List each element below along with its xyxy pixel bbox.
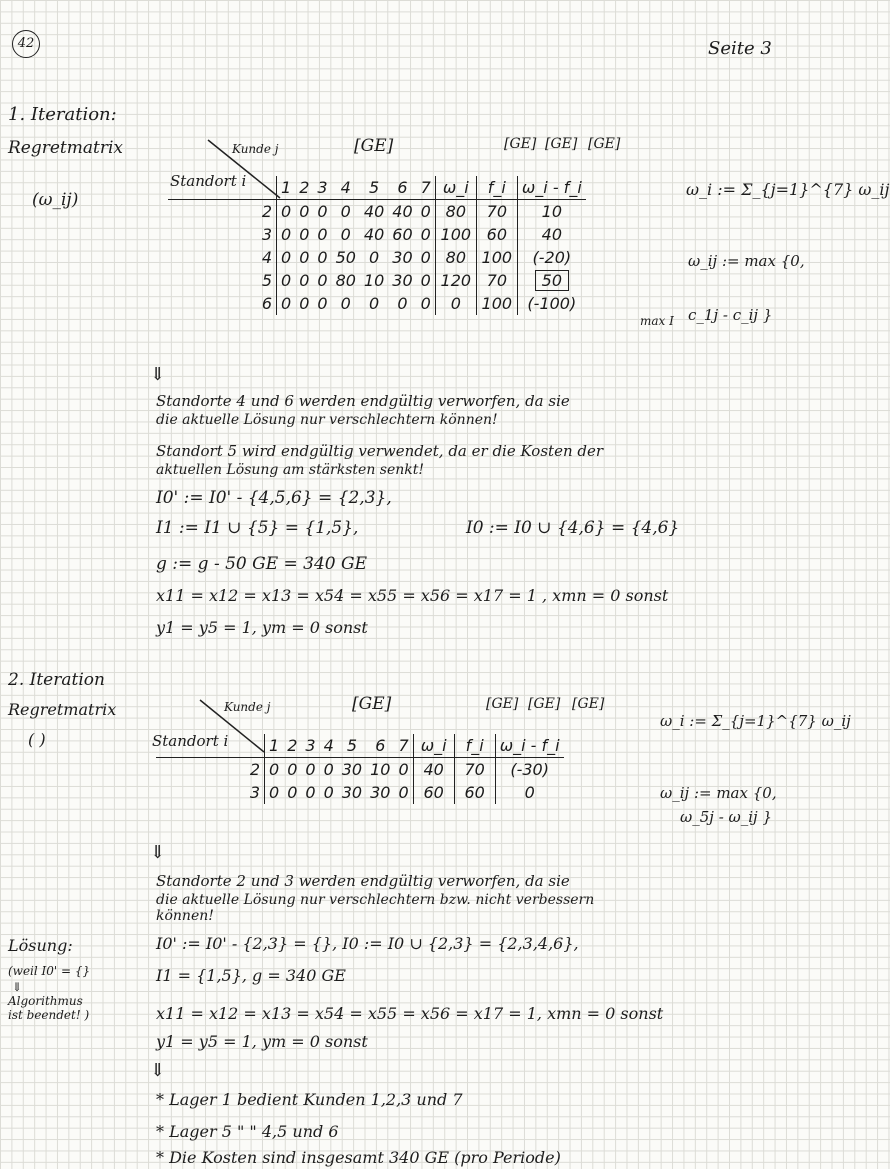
iter2-formula-omega-i: ω_i := Σ_{j=1}^{7} ω_ij bbox=[660, 712, 851, 730]
iter2-text1b: die aktuelle Lösung nur verschlechtern bzw. nicht verbessern bbox=[156, 892, 595, 908]
iter2-standort-label: Standort i bbox=[152, 732, 229, 750]
iter1-text2a: Standort 5 wird endgültig verwendet, da er die Kosten der bbox=[156, 442, 604, 460]
cell: 0 bbox=[317, 248, 328, 267]
cell: 30 bbox=[370, 783, 391, 802]
iter1-text1a: Standorte 4 und 6 werden endgültig verworfen, da sie bbox=[156, 392, 570, 410]
cell: 0 bbox=[398, 760, 409, 779]
iter1-formula-omega-ij-a: ω_ij := max {0, bbox=[688, 252, 805, 270]
col-header: 7 bbox=[420, 178, 431, 197]
table-row bbox=[168, 269, 586, 292]
iter2-formula-omega-ij-b: ω_5j - ω_ij } bbox=[680, 808, 773, 826]
iter1-kunde-label: Kunde j bbox=[232, 142, 279, 156]
iter2-regret-table bbox=[156, 734, 564, 804]
iter1-eq3: g := g - 50 GE = 340 GE bbox=[156, 554, 368, 574]
iter1-ge-wf: [GE] bbox=[588, 136, 621, 152]
cell: 0 bbox=[287, 783, 298, 802]
cell: 30 bbox=[341, 783, 363, 802]
cell-f: 60 bbox=[454, 781, 495, 804]
iter2-ge-w: [GE] bbox=[486, 696, 519, 712]
cell: 0 bbox=[277, 246, 296, 269]
cell: 0 bbox=[305, 783, 316, 802]
col-header: 3 bbox=[305, 736, 316, 755]
cell-w: 80 bbox=[435, 246, 476, 269]
table-row bbox=[168, 223, 586, 246]
iter2-matrix-symbol: ( ) bbox=[28, 730, 46, 749]
iter2-arrow2: ⇓ bbox=[150, 1060, 166, 1081]
col-header: 2 bbox=[287, 736, 298, 755]
iter2-eq4: y1 = y5 = 1, ym = 0 sonst bbox=[156, 1032, 368, 1051]
iter1-ge-header: [GE] bbox=[354, 136, 394, 156]
iter2-note-line1: (weil I0' = {} bbox=[8, 964, 91, 978]
iter1-eq4: x11 = x12 = x13 = x54 = x55 = x56 = x17 = 1 , xmn = 0 sonst bbox=[156, 586, 669, 605]
cell-w: 0 bbox=[435, 292, 476, 315]
cell: 0 bbox=[340, 202, 351, 221]
cell: 0 bbox=[323, 760, 334, 779]
cell: 40 bbox=[363, 225, 385, 244]
cell: 80 bbox=[335, 271, 356, 290]
page-number: 42 bbox=[17, 36, 35, 51]
col-header: 1 bbox=[265, 734, 284, 758]
iter2-subtitle: Regretmatrix bbox=[8, 700, 117, 719]
cell: 0 bbox=[299, 294, 310, 313]
iter1-subtitle: Regretmatrix bbox=[8, 138, 123, 158]
col-header: 6 bbox=[397, 178, 408, 197]
iter2-bullet3: * Die Kosten sind insgesamt 340 GE (pro Periode) bbox=[156, 1148, 561, 1167]
table-row bbox=[168, 200, 586, 224]
iter2-eq2: I1 = {1,5}, g = 340 GE bbox=[156, 966, 346, 985]
cell: 0 bbox=[340, 294, 351, 313]
iter1-standort-label: Standort i bbox=[170, 172, 247, 190]
iter1-text2b: aktuellen Lösung am stärksten senkt! bbox=[156, 462, 425, 478]
table-header-row bbox=[156, 734, 564, 758]
cell: 0 bbox=[317, 294, 328, 313]
iter2-arrow: ⇓ bbox=[150, 842, 166, 863]
iter1-eq1: I0' := I0' - {4,5,6} = {2,3}, bbox=[156, 488, 392, 508]
cell-w: 40 bbox=[413, 758, 454, 782]
max-regret-box: 50 bbox=[535, 270, 569, 291]
row-index: 2 bbox=[249, 760, 260, 779]
cell-w: 60 bbox=[413, 781, 454, 804]
cell: 0 bbox=[420, 248, 431, 267]
iter2-note-line4: ist beendet! ) bbox=[8, 1008, 90, 1022]
row-index: 3 bbox=[261, 225, 272, 244]
iter2-bullet1: * Lager 1 bedient Kunden 1,2,3 und 7 bbox=[156, 1090, 463, 1109]
cell: 0 bbox=[323, 783, 334, 802]
col-header: 3 bbox=[317, 178, 328, 197]
col-header: 5 bbox=[346, 736, 358, 755]
col-header-f: f_i bbox=[476, 176, 517, 200]
iter1-ge-w: [GE] bbox=[504, 136, 537, 152]
cell: 0 bbox=[299, 248, 310, 267]
iter2-eq1: I0' := I0' - {2,3} = {}, I0 := I0 ∪ {2,3} = {2,3,4,6}, bbox=[156, 934, 579, 953]
cell: 40 bbox=[392, 202, 413, 221]
table-row bbox=[168, 292, 586, 315]
col-header-w: ω_i bbox=[413, 734, 454, 758]
cell-f: 100 bbox=[476, 292, 517, 315]
cell: 0 bbox=[277, 223, 296, 246]
iter1-ge-f: [GE] bbox=[545, 136, 578, 152]
row-index: 3 bbox=[249, 783, 260, 802]
iter1-title: 1. Iteration: bbox=[8, 104, 117, 125]
cell: 0 bbox=[305, 760, 316, 779]
col-header: 4 bbox=[323, 736, 334, 755]
col-header: 7 bbox=[398, 736, 409, 755]
cell: 0 bbox=[420, 225, 431, 244]
cell-f: 100 bbox=[476, 246, 517, 269]
row-index: 2 bbox=[261, 202, 272, 221]
cell: 0 bbox=[398, 783, 409, 802]
table-row bbox=[156, 758, 564, 782]
cell: 30 bbox=[341, 760, 363, 779]
cell: 0 bbox=[265, 758, 284, 782]
iter1-formula-omega-ij-b: c_1j - c_ij } bbox=[688, 306, 773, 324]
cell-wf: (-30) bbox=[495, 758, 564, 782]
cell: 50 bbox=[335, 248, 356, 267]
cell: 0 bbox=[277, 269, 296, 292]
iter2-title: 2. Iteration bbox=[8, 670, 105, 690]
col-header: 5 bbox=[369, 178, 380, 197]
cell-w: 120 bbox=[435, 269, 476, 292]
page-label: Seite 3 bbox=[708, 38, 772, 59]
cell-wf: (-20) bbox=[517, 246, 586, 269]
cell: 60 bbox=[392, 225, 413, 244]
cell: 0 bbox=[420, 294, 431, 313]
iter2-text1a: Standorte 2 und 3 werden endgültig verworfen, da sie bbox=[156, 872, 570, 890]
cell: 0 bbox=[265, 781, 284, 804]
col-header: 2 bbox=[299, 178, 310, 197]
cell: 0 bbox=[277, 200, 296, 224]
cell: 0 bbox=[420, 202, 431, 221]
cell-f: 70 bbox=[476, 200, 517, 224]
cell: 0 bbox=[299, 225, 310, 244]
col-header: 6 bbox=[375, 736, 386, 755]
iter1-max-label: max I bbox=[640, 314, 674, 328]
iter1-formula-omega-i: ω_i := Σ_{j=1}^{7} ω_ij bbox=[686, 180, 890, 199]
cell: 0 bbox=[317, 225, 328, 244]
iter2-ge-wf: [GE] bbox=[572, 696, 605, 712]
col-header-wf: ω_i - f_i bbox=[495, 734, 564, 758]
row-index: 6 bbox=[261, 294, 272, 313]
cell: 0 bbox=[277, 292, 296, 315]
cell: 30 bbox=[392, 271, 413, 290]
iter2-note-line3: Algorithmus bbox=[8, 994, 83, 1008]
cell: 30 bbox=[392, 248, 413, 267]
iter2-ge-header: [GE] bbox=[352, 694, 392, 714]
cell: 0 bbox=[299, 271, 310, 290]
cell: 0 bbox=[317, 202, 328, 221]
table-row bbox=[168, 246, 586, 269]
col-header-w: ω_i bbox=[435, 176, 476, 200]
iter2-loesung-label: Lösung: bbox=[8, 936, 73, 955]
iter1-arrow: ⇓ bbox=[150, 364, 166, 385]
iter1-eq2a: I1 := I1 ∪ {5} = {1,5}, bbox=[156, 518, 359, 538]
cell: 0 bbox=[287, 760, 298, 779]
iter2-ge-f: [GE] bbox=[528, 696, 561, 712]
table-header-row bbox=[168, 176, 586, 200]
col-header-f: f_i bbox=[454, 734, 495, 758]
page-number-circle bbox=[12, 30, 40, 58]
cell-f: 70 bbox=[476, 269, 517, 292]
cell: 0 bbox=[340, 225, 351, 244]
cell-f: 60 bbox=[476, 223, 517, 246]
iter2-text1c: können! bbox=[156, 908, 214, 924]
cell: 0 bbox=[420, 271, 431, 290]
iter2-kunde-label: Kunde j bbox=[224, 700, 271, 714]
cell-w: 100 bbox=[435, 223, 476, 246]
cell: 10 bbox=[370, 760, 391, 779]
cell: 0 bbox=[369, 248, 380, 267]
col-header: 1 bbox=[277, 176, 296, 200]
cell-wf: 10 bbox=[517, 200, 586, 224]
row-index: 4 bbox=[261, 248, 272, 267]
cell: 0 bbox=[397, 294, 408, 313]
cell-wf: (-100) bbox=[517, 292, 586, 315]
cell: 0 bbox=[299, 202, 310, 221]
iter2-bullet2: * Lager 5 " " 4,5 und 6 bbox=[156, 1122, 339, 1141]
iter1-text1b: die aktuelle Lösung nur verschlechtern können! bbox=[156, 412, 498, 428]
iter1-eq2b: I0 := I0 ∪ {4,6} = {4,6} bbox=[466, 518, 680, 538]
iter1-eq5: y1 = y5 = 1, ym = 0 sonst bbox=[156, 618, 368, 637]
cell: 0 bbox=[317, 271, 328, 290]
col-header-wf: ω_i - f_i bbox=[517, 176, 586, 200]
iter1-matrix-symbol: (ω_ij) bbox=[32, 190, 79, 210]
cell-wf: 0 bbox=[495, 781, 564, 804]
row-index: 5 bbox=[261, 271, 272, 290]
iter2-formula-omega-ij-a: ω_ij := max {0, bbox=[660, 784, 777, 802]
iter1-regret-table bbox=[168, 176, 586, 315]
cell: 10 bbox=[363, 271, 385, 290]
cell: 0 bbox=[369, 294, 380, 313]
cell-f: 70 bbox=[454, 758, 495, 782]
col-header: 4 bbox=[340, 178, 351, 197]
cell-w: 80 bbox=[435, 200, 476, 224]
iter2-note-line2: ⇓ bbox=[12, 980, 23, 994]
cell: 40 bbox=[363, 202, 385, 221]
cell-wf: 40 bbox=[517, 223, 586, 246]
table-row bbox=[156, 781, 564, 804]
iter2-eq3: x11 = x12 = x13 = x54 = x55 = x56 = x17 = 1, xmn = 0 sonst bbox=[156, 1004, 664, 1023]
